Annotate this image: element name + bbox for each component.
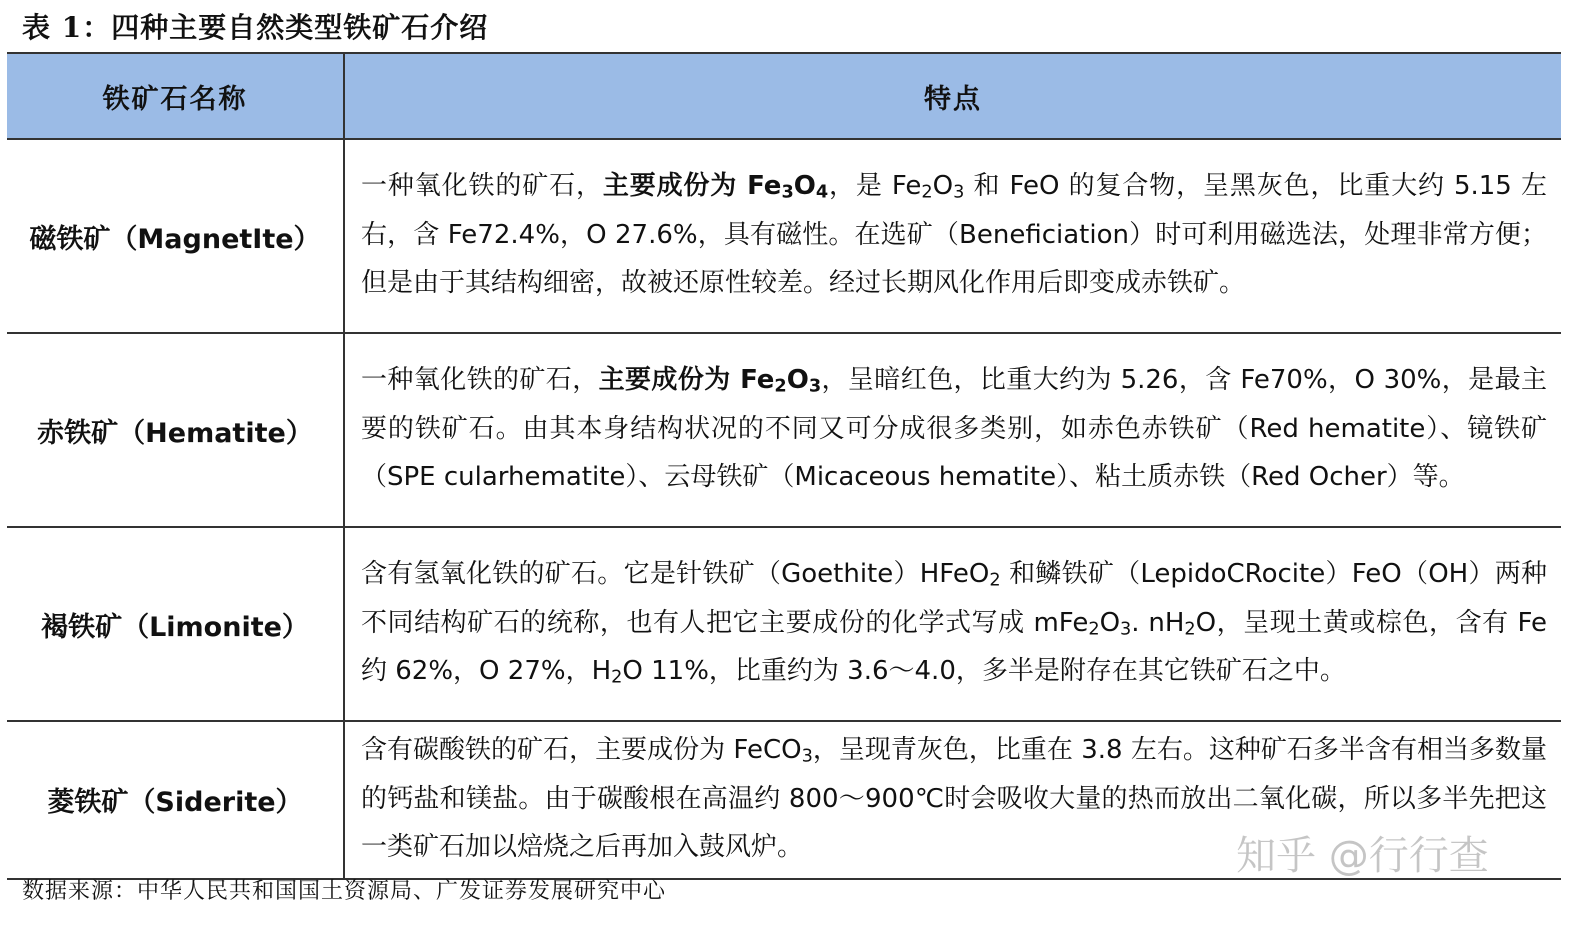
subscript-text: 2 xyxy=(611,667,623,688)
table-header-row xyxy=(7,53,1561,139)
subscript-text: 2 xyxy=(921,182,933,203)
watermark: 知乎 @行行查 xyxy=(1236,833,1489,879)
ore-name-cell: 磁铁矿（MagnetIte） xyxy=(7,139,344,333)
subscript-text: 3 xyxy=(1120,619,1132,640)
feature-text: ，呈暗红色，比重大约为 5.26，含 Fe70%，O 30%，是最主要的铁矿石。由其本身结构状况的不同又可分成很多类别，如赤色赤铁矿（Red hematite）、镜铁矿（SPE cularhematite）、云母铁矿（Micaceous hematite）、粘土质赤铁（Red Ocher）等。 xyxy=(361,365,1547,493)
ore-name-cell: 赤铁矿（Hematite） xyxy=(7,333,344,527)
feature-text: O xyxy=(793,171,816,202)
feature-text: O xyxy=(932,171,954,202)
subscript-text: 3 xyxy=(781,182,794,203)
data-source-note: 数据来源：中华人民共和国国土资源局、广发证券发展研究中心 xyxy=(22,879,667,904)
feature-text: 主要成份为 Fe xyxy=(598,365,775,396)
ore-name-cell: 褐铁矿（Limonite） xyxy=(7,527,344,721)
header-features: 特点 xyxy=(344,53,1561,139)
feature-text: O xyxy=(786,365,809,396)
ore-features-cell xyxy=(344,139,1561,333)
feature-text: 含有氢氧化铁的矿石。它是针铁矿（Goethite）HFeO xyxy=(361,559,990,590)
feature-text: 和鳞铁矿（LepidoCRocite）FeO（OH）两种不同结构矿石的统称，也有人把它主要成份的化学式写成 mFe xyxy=(361,559,1548,638)
feature-text: 和 FeO 的复合物，呈黑灰色，比重大约 5.15 左右，含 Fe72.4%，O 27.6%，具有磁性。在选矿（Beneficiation）时可利用磁选法，处理非常方便；但是由于其结构细密，故被还原性较差。经过长期风化作用后即变成赤铁矿。 xyxy=(361,171,1547,299)
subscript-text: 2 xyxy=(1088,619,1100,640)
table-row xyxy=(7,139,1561,333)
subscript-text: 4 xyxy=(815,182,829,203)
subscript-text: 2 xyxy=(1184,619,1196,640)
feature-text: O 11%，比重约为 3.6～4.0，多半是附存在其它铁矿石之中。 xyxy=(622,656,1346,687)
header-ore-name: 铁矿石名称 xyxy=(7,53,344,139)
subscript-text: 3 xyxy=(953,182,965,203)
table-row xyxy=(7,527,1561,721)
feature-text: 一种氧化铁的矿石， xyxy=(361,171,603,202)
feature-text: 主要成份为 Fe xyxy=(602,171,782,202)
feature-text: O，呈现土黄或棕色，含有 Fe 约 62%，O 27%，H xyxy=(361,607,1547,687)
subscript-text: 3 xyxy=(801,746,813,767)
table-row xyxy=(7,333,1561,527)
feature-text: 含有碳酸铁的矿石，主要成份为 FeCO xyxy=(361,735,802,765)
feature-text: ，呈现青灰色，比重在 3.8 左右。这种矿石多半含有相当多数量的钙盐和镁盐。由于碳酸根在高温约 800～900℃时会吸收大量的热而放出二氧化碳，所以多半先把这一类矿石加以焙烧之后再加入鼓风炉。 xyxy=(361,735,1547,862)
feature-text: . nH xyxy=(1131,607,1185,638)
ore-name-cell: 菱铁矿（Siderite） xyxy=(7,721,344,879)
subscript-text: 2 xyxy=(989,570,1001,591)
feature-text: 一种氧化铁的矿石， xyxy=(361,365,599,396)
feature-text: O xyxy=(1099,607,1121,638)
ore-features-cell xyxy=(344,527,1561,721)
feature-text: ，是 Fe xyxy=(828,171,922,202)
ore-features-cell xyxy=(344,333,1561,527)
subscript-text: 2 xyxy=(774,376,787,397)
iron-ore-table xyxy=(7,52,1561,880)
subscript-text: 3 xyxy=(808,376,822,397)
table-caption: 表 1：四种主要自然类型铁矿石介绍 xyxy=(22,11,489,44)
